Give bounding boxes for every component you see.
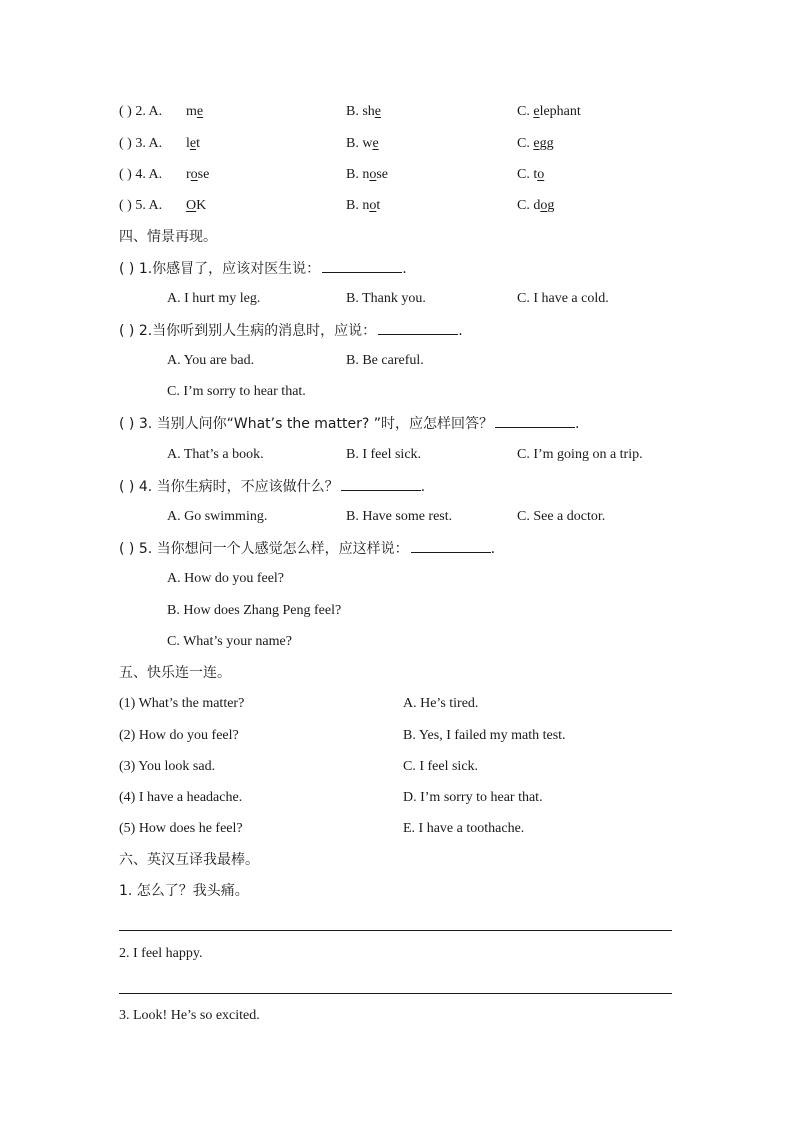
option-c: C. dog [517, 198, 555, 213]
question-stem: ( ) 2.当你听到别人生病的消息时，应说： . [119, 320, 463, 340]
option-c: C. See a doctor. [517, 509, 606, 524]
match-right-item[interactable]: B. Yes, I failed my math test. [403, 728, 566, 743]
option-b: B. not [346, 198, 381, 213]
answer-line[interactable] [119, 930, 672, 931]
question-stem: ( ) 4. 当你生病时，不应该做什么？ . [119, 476, 425, 496]
match-left-item[interactable]: (1) What’s the matter? [119, 696, 245, 711]
option-b: B. How does Zhang Peng feel? [167, 603, 342, 618]
question-number: ( ) 5. A. [119, 198, 163, 213]
section-title: 四、情景再现。 [119, 229, 217, 245]
option-a: OK [186, 198, 207, 213]
translation-item: 2. I feel happy. [119, 946, 203, 961]
option-a: rose [186, 167, 210, 182]
option-c: C. I’m going on a trip. [517, 447, 643, 462]
section-title: 六、英汉互译我最棒。 [119, 852, 259, 868]
option-a: A. You are bad. [167, 353, 255, 368]
answer-blank[interactable] [495, 413, 575, 428]
match-right-item[interactable]: C. I feel sick. [403, 759, 479, 774]
question-stem: ( ) 1.你感冒了，应该对医生说： . [119, 258, 407, 278]
match-left-item[interactable]: (4) I have a headache. [119, 790, 243, 805]
option-b: B. Have some rest. [346, 509, 453, 524]
question-stem: ( ) 3. 当别人问你“What’s the matter? ”时，应怎样回答？ . [119, 413, 579, 433]
answer-blank[interactable] [322, 258, 402, 273]
option-c: C. I’m sorry to hear that. [167, 384, 306, 399]
option-c: C. I have a cold. [517, 291, 609, 306]
match-right-item[interactable]: E. I have a toothache. [403, 821, 525, 836]
option-a: A. That’s a book. [167, 447, 264, 462]
option-a: let [186, 136, 200, 151]
option-c: C. What’s your name? [167, 634, 292, 649]
question-number: ( ) 4. A. [119, 167, 163, 182]
answer-blank[interactable] [411, 538, 491, 553]
option-c: C. egg [517, 136, 554, 151]
match-right-item[interactable]: A. He’s tired. [403, 696, 479, 711]
option-a: A. I hurt my leg. [167, 291, 261, 306]
translation-item: 3. Look! He’s so excited. [119, 1008, 260, 1023]
section-title: 五、快乐连一连。 [119, 665, 231, 681]
option-b: B. Thank you. [346, 291, 426, 306]
question-number: ( ) 3. A. [119, 136, 163, 151]
option-b: B. nose [346, 167, 389, 182]
option-a: me [186, 104, 204, 119]
option-a: A. How do you feel? [167, 571, 285, 586]
translation-item: 1. 怎么了？我头痛。 [119, 883, 249, 899]
match-left-item[interactable]: (5) How does he feel? [119, 821, 243, 836]
match-left-item[interactable]: (2) How do you feel? [119, 728, 239, 743]
question-stem: ( ) 5. 当你想问一个人感觉怎么样，应这样说： . [119, 538, 495, 558]
option-a: A. Go swimming. [167, 509, 268, 524]
option-b: B. I feel sick. [346, 447, 422, 462]
match-left-item[interactable]: (3) You look sad. [119, 759, 216, 774]
option-c: C. to [517, 167, 545, 182]
option-c: C. elephant [517, 104, 581, 119]
option-b: B. she [346, 104, 382, 119]
answer-blank[interactable] [378, 320, 458, 335]
answer-line[interactable] [119, 993, 672, 994]
match-right-item[interactable]: D. I’m sorry to hear that. [403, 790, 543, 805]
option-b: B. Be careful. [346, 353, 424, 368]
answer-blank[interactable] [341, 476, 421, 491]
question-number: ( ) 2. A. [119, 104, 163, 119]
option-b: B. we [346, 136, 379, 151]
